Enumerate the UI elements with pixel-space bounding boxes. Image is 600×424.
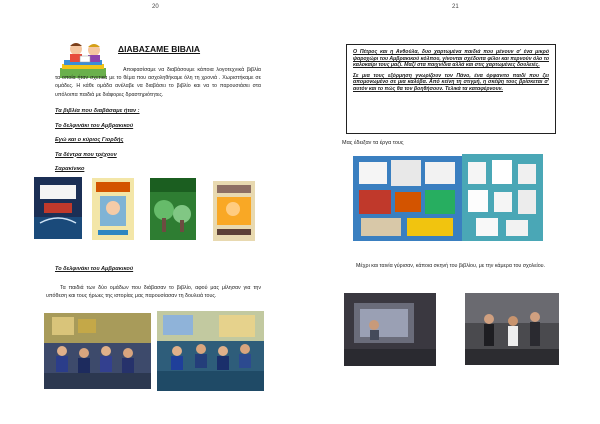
book-list-item: Το δελφινάκι του Αμβρακικού [55,122,134,129]
intro-paragraph: Αποφασίσαμε να διαβάσουμε κάποια λογοτεχνικά βιβλία τα οποία ήταν σχετικά με το θέμα που ασχοληθήκαμε όλη τη χρονιά . Χωριστήκαμε σε ομάδες. Η κάθε ομάδα ανέλαβε να διαβάσει το βιβλίο και να το παρουσιάσει στα υπόλοιπα παιδιά με διάφορες δραστηριότητες. [55,67,261,98]
classroom-photo-1 [44,313,151,389]
right-page [300,0,600,424]
classroom-photo-2 [157,311,264,391]
caption-play: Μέχρι και ταινία γύρισαν, κάποια σκηνή του βιβλίου, με την κάμερα του σχολείου. [356,263,546,269]
book-cover-sarakiniko [213,181,255,241]
book-list-heading: Τα βιβλία που διαβάσαμε ήταν : [55,108,140,114]
film-scene-photo-2 [465,293,559,365]
book-list [55,108,140,181]
book-list-item: Εγώ και ο κύριος Γιορδής [55,137,124,143]
second-paragraph: Τα παιδιά των δύο ομάδων που διάβασαν το βιβλίο, αφού μας μίλησαν για την υπόθεση και τους ήρωες της ιστορίας μας παρουσίασαν τη δουλειά τους. [46,285,261,300]
page-number-left: 20 [152,4,159,10]
page-title: ΔΙΑΒΑΣΑΜΕ ΒΙΒΛΙΑ [118,44,201,54]
caption-works: Μας έδειξαν τα έργα τους [342,140,404,146]
book-cover-dentra [150,178,196,240]
summary-paragraph: Σε μια τους εξόρμηση γνωρίζουν τον Πάνο, ένα όρφανιτο παιδί που ζει απομονωμένο σε μια καλύβα. Από κείνη τη στιγμή, η σκέψη τους βρίσκεται σ' αυτόν και το πώς θα τον βοηθήσουν. Τελικά τα καταφέρνουν. [353,72,549,92]
artwork-board-photo [353,156,462,241]
film-scene-photo-1 [344,293,436,366]
story-summary-box [346,44,556,134]
section-subheading: Το δελφινάκι του Αμβρακικού [55,266,134,272]
teal-board-photo [462,154,543,241]
book-list-item: Τα δέντρα που τρέχουν [55,151,117,158]
summary-paragraph: Ο Πέτρος και η Ανθούλα, δυο χαρτωμένα παιδιά που μένουν σ' ένα μικρό ψαροχώρι του Αμβρακικού κόλπου, γίνονται σχέδοιτα φίλοι και περνούν όλο το καλοκαίρι τους μαζί. Μαζί στα παιχνίδια αλλά και στις χαρτωμένες δουλειές. [353,49,549,69]
book-cover-giordis [92,178,134,240]
book-cover-delfinaki [34,177,82,239]
book-list-item: Σαρακίνικο [55,166,85,172]
page-number-right: 21 [452,4,459,10]
